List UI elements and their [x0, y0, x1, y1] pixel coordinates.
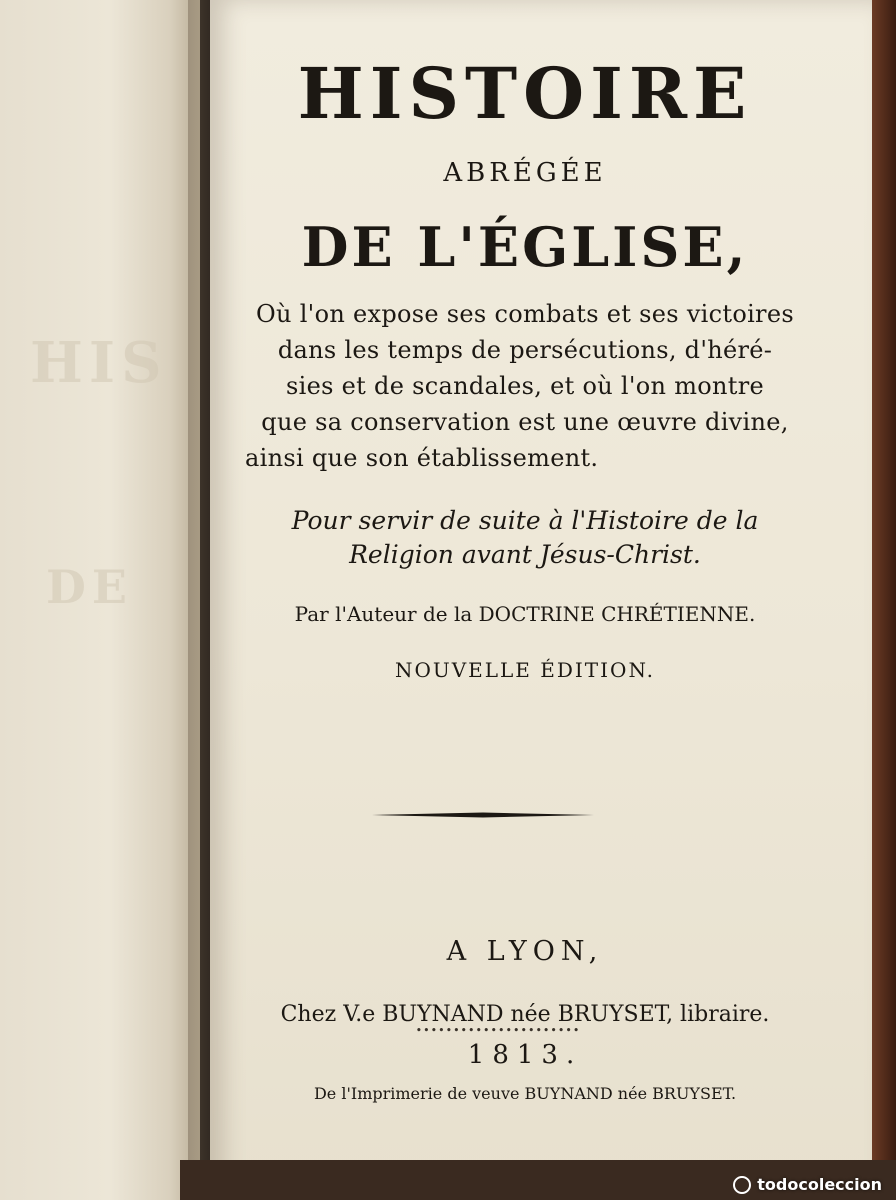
subtitle-line-5: ainsi que son établissement. — [245, 444, 599, 472]
book-cover-edge — [872, 0, 896, 1200]
watermark — [733, 1175, 882, 1195]
subtitle-line-3: sies et de scandales, et où l'on montre — [286, 372, 764, 400]
author-line: Par l'Auteur de la DOCTRINE CHRÉTIENNE. — [294, 602, 756, 626]
italic-line-2: Religion avant Jésus-Christ. — [349, 540, 701, 569]
subtitle-line-2: dans les temps de persécutions, d'héré- — [277, 336, 773, 364]
todocoleccion-logo-icon — [733, 1176, 751, 1194]
year-line: 1813. — [467, 1040, 583, 1070]
title-histoire: HISTOIRE — [297, 52, 753, 135]
left-page — [0, 0, 200, 1200]
title-de-l-eglise: DE L'ÉGLISE, — [301, 215, 749, 279]
imprint-line: De l'Imprimerie de veuve BUYNAND née BRUYSET. — [313, 1084, 737, 1103]
place-line: A LYON, — [446, 936, 604, 967]
dotted-rule: •••••••••••••••••••••• — [415, 1024, 581, 1037]
subtitle-line-4: que sa conservation est une œuvre divine, — [261, 408, 789, 436]
left-page-showthrough-title: HIS — [30, 330, 168, 396]
publisher-line: Chez V.e BUYNAND née BRUYSET, libraire. — [280, 1002, 770, 1027]
subtitle-line-1: Où l'on expose ses combats et ses victoires — [256, 300, 794, 328]
ornamental-rule — [372, 812, 594, 818]
italic-line-1: Pour servir de suite à l'Histoire de la — [291, 506, 759, 535]
edition-line: NOUVELLE ÉDITION. — [394, 658, 656, 682]
watermark-text: todocoleccion — [757, 1174, 882, 1194]
left-page-showthrough-de: DE — [46, 560, 133, 614]
title-abregee: ABRÉGÉE — [443, 158, 607, 188]
